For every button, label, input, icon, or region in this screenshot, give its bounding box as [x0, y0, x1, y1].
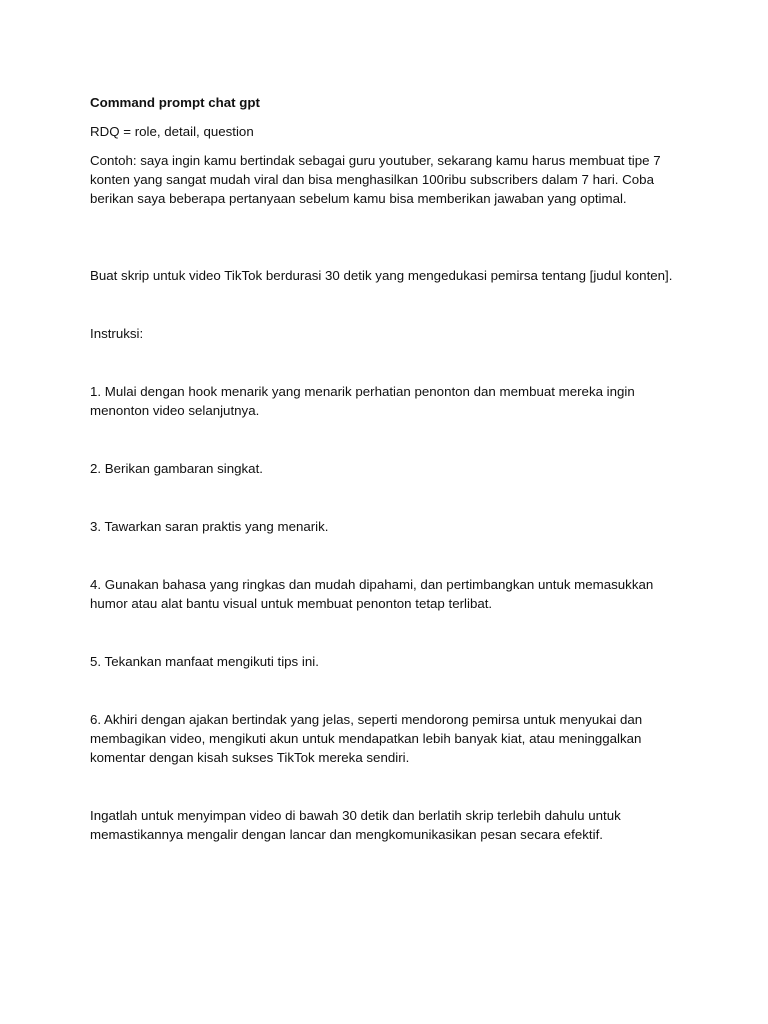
closing-paragraph: Ingatlah untuk menyimpan video di bawah 30 detik dan berlatih skrip terlebih dahulu untuk memastikannya mengalir dengan lancar dan mengkomunikasikan pesan secara efektif. — [90, 808, 621, 842]
task-paragraph: Buat skrip untuk video TikTok berdurasi 30 detik yang mengedukasi pemirsa tentang [judul konten]. — [90, 268, 673, 283]
example-paragraph: Contoh: saya ingin kamu bertindak sebagai guru youtuber, sekarang kamu harus membuat tipe 7 konten yang sangat mudah viral dan bisa menghasilkan 100ribu subscribers dalam 7 hari. Coba berikan saya beberapa pertanyaan sebelum kamu bisa memberikan jawaban yang optimal. — [90, 153, 661, 206]
instruction-item-4: 4. Gunakan bahasa yang ringkas dan mudah dipahami, dan pertimbangkan untuk memasukkan humor atau alat bantu visual untuk membuat penonton tetap terlibat. — [90, 577, 654, 611]
document-body — [90, 93, 690, 844]
instruction-item-5: 5. Tekankan manfaat mengikuti tips ini. — [90, 654, 319, 669]
document-title: Command prompt chat gpt — [90, 95, 260, 110]
rdq-line: RDQ = role, detail, question — [90, 124, 254, 139]
instruction-item-3: 3. Tawarkan saran praktis yang menarik. — [90, 519, 329, 534]
instruction-item-6: 6. Akhiri dengan ajakan bertindak yang jelas, seperti mendorong pemirsa untuk menyukai dan membagikan video, mengikuti akun untuk mendapatkan lebih banyak kiat, atau meninggalkan komentar dengan kisah sukses TikTok mereka sendiri. — [90, 712, 643, 765]
instructions-heading: Instruksi: — [90, 326, 144, 341]
instruction-item-2: 2. Berikan gambaran singkat. — [90, 461, 263, 476]
instruction-item-1: 1. Mulai dengan hook menarik yang menarik perhatian penonton dan membuat mereka ingin menonton video selanjutnya. — [90, 384, 635, 418]
